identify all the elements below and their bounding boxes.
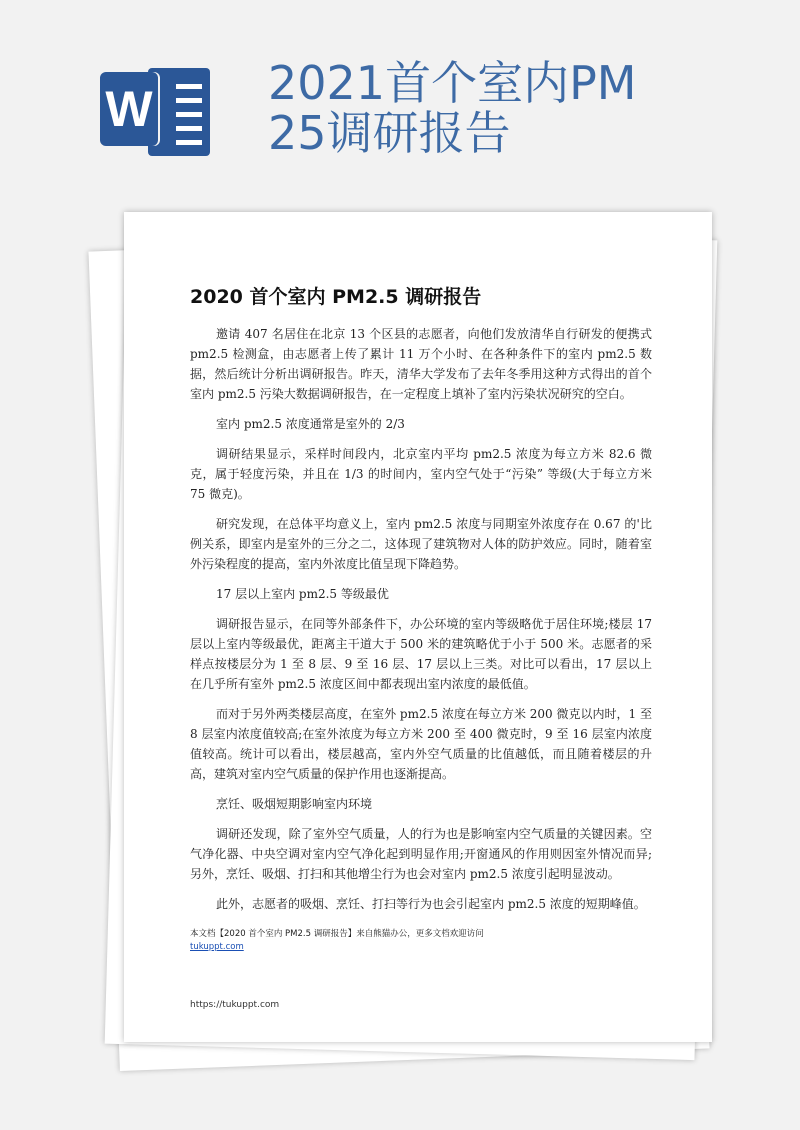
word-w-badge: W xyxy=(100,72,158,146)
paragraph: 研究发现，在总体平均意义上，室内 pm2.5 浓度与同期室外浓度存在 0.67 的'比例关系，即室内是室外的三分之二，这体现了建筑物对人体的防护效应。同时，随着室外污染程度的提高，室内外浓度比值呈现下降趋势。 xyxy=(190,517,652,571)
section-heading: 室内 pm2.5 浓度通常是室外的 2/3 xyxy=(216,417,405,431)
paragraph: 邀请 407 名居住在北京 13 个区县的志愿者，向他们发放清华自行研发的便携式 pm2.5 检测盒，由志愿者上传了累计 11 万个小时、在各种条件下的室内 pm2.5 数据，然后统计分析出调研报告。昨天，清华大学发布了去年冬季用这种方式得出的首个室内 pm2.5 污染大数据调研报告，在一定程度上填补了室内污染状况研究的空白。 xyxy=(190,327,652,401)
source-url: https://tukuppt.com xyxy=(190,1000,280,1010)
section-heading: 17 层以上室内 pm2.5 等级最优 xyxy=(216,587,389,601)
paragraph: 调研报告显示，在同等外部条件下，办公环境的室内等级略优于居住环境;楼层 17 层以上室内等级最优，距离主干道大于 500 米的建筑略优于小于 500 米。志愿者的采样点按楼层分为 1 至 8 层、9 至 16 层、17 层以上三类。对比可以看出，17 层以上在几乎所有室外 pm2.5 浓度区间中都表现出室内浓度的最低值。 xyxy=(190,617,652,691)
main-title xyxy=(268,58,788,158)
header xyxy=(0,0,800,200)
paragraph: 调研结果显示，采样时间段内，北京室内平均 pm2.5 浓度为每立方米 82.6 微克，属于轻度污染，并且在 1/3 的时间内，室内空气处于“污染” 等级(大于每立方米 75 微克)。 xyxy=(190,447,652,501)
footnote-link[interactable]: tukuppt.com xyxy=(190,942,244,952)
paragraph: 而对于另外两类楼层高度，在室外 pm2.5 浓度在每立方米 200 微克以内时，1 至 8 层室内浓度值较高;在室外浓度为每立方米 200 至 400 微克时，9 至 16 层室内浓度值较高。统计可以看出，楼层越高，室内外空气质量的比值越低，而且随着楼层的升高，建筑对室内空气质量的保护作用也逐渐提高。 xyxy=(190,707,652,781)
paragraph: 调研还发现，除了室外空气质量，人的行为也是影响室内空气质量的关键因素。空气净化器、中央空调对室内空气净化起到明显作用;开窗通风的作用则因室外情况而异;另外，烹饪、吸烟、打扫和其他增尘行为也会对室内 pm2.5 浓度引起明显波动。 xyxy=(190,827,652,881)
main-title-line-2: 25调研报告 xyxy=(268,106,511,160)
footnote xyxy=(190,928,652,954)
footnote-text: 本文档【2020 首个室内 PM2.5 调研报告】来自熊猫办公，更多文档欢迎访问 xyxy=(190,929,484,939)
document-page xyxy=(124,212,712,1042)
paragraph: 此外，志愿者的吸烟、烹饪、打扫等行为也会引起室内 pm2.5 浓度的短期峰值。 xyxy=(216,897,646,911)
main-title-line-1: 2021首个室内PM xyxy=(268,56,637,110)
document-body xyxy=(190,324,652,924)
word-document-icon xyxy=(100,62,210,162)
document-title: 2020 首个室内 PM2.5 调研报告 xyxy=(190,286,482,308)
section-heading: 烹饪、吸烟短期影响室内环境 xyxy=(216,797,373,811)
